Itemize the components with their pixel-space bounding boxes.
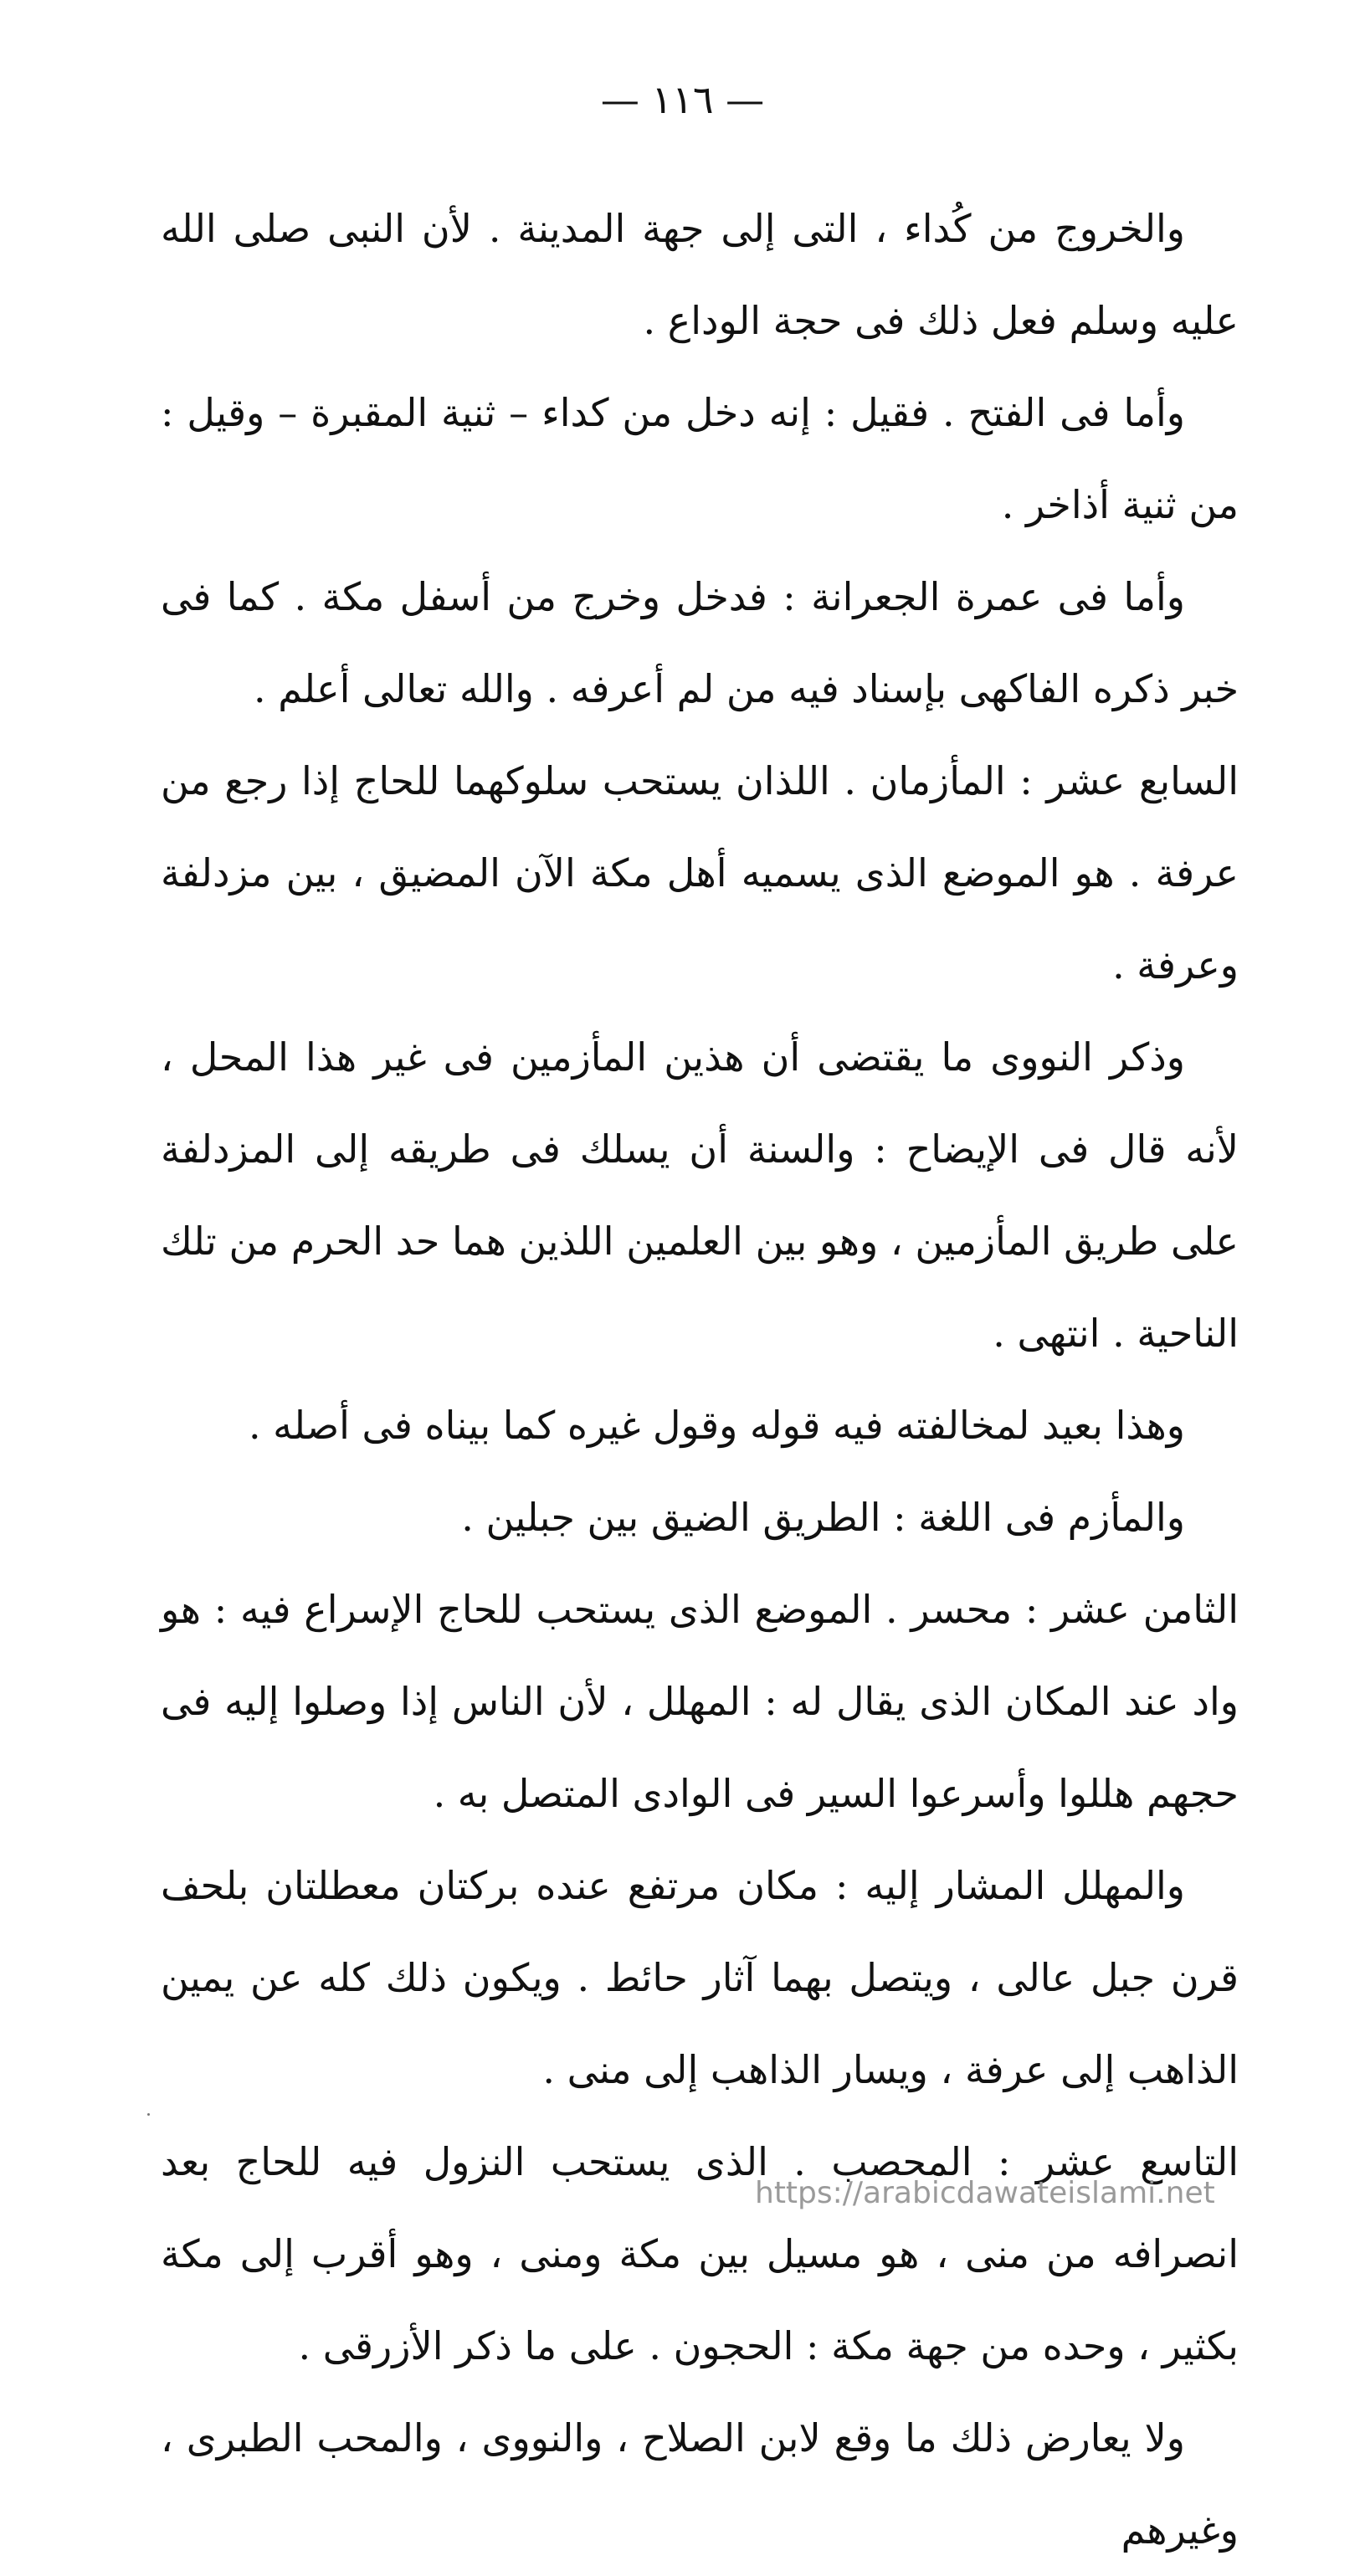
paragraph-eighteenth: الثامن عشر : محسر . الموضع الذى يستحب للحاج الإسراع فيه : هو واد عند المكان الذى يقال له : المهلل ، لأن الناس إذا وصلوا إليه فى حجهم هللوا وأسرعوا السير فى الوادى المتصل به . <box>161 1587 1239 1816</box>
paragraph-muhallil: والمهلل المشار إليه : مكان مرتفع عنده بركتان معطلتان بلحف قرن جبل عالى ، ويتصل بهما آثار حائط . ويكون ذلك كله عن يمين الذاهب إلى عرفة ، ويسار الذاهب إلى منى . <box>161 1863 1239 2092</box>
paragraph-contradiction: وهذا بعيد لمخالفته فيه قوله وقول غيره كما بيناه فى أصله . <box>248 1403 1185 1448</box>
paragraph-seventeenth: السابع عشر : المأزمان . اللذان يستحب سلوكهما للحاج إذا رجع من عرفة . هو الموضع الذى يسميه أهل مكة الآن المضيق ، بين مزدلفة وعرفة . <box>161 758 1239 988</box>
paragraph-nineteenth: التاسع عشر : المحصب . الذى يستحب النزول فيه للحاج بعد انصرافه من منى ، هو مسيل بين مكة ومنى ، وهو أقرب إلى مكة بكثير ، وحده من جهة مكة : الحجون . على ما ذكر الأزرقى . <box>161 2139 1239 2368</box>
body-text <box>161 182 1239 2576</box>
paragraph-jirana: وأما فى عمرة الجعرانة : فدخل وخرج من أسفل مكة . كما فى خبر ذكره الفاكهى بإسناد فيه من لم أعرفه . والله تعالى أعلم . <box>161 574 1239 711</box>
paragraph-final: ولا يعارض ذلك ما وقع لابن الصلاح ، والنووى ، والمحب الطبرى ، وغيرهم <box>161 2415 1239 2553</box>
page-number: — ١١٦ — <box>600 77 765 122</box>
paragraph-mazim-definition: والمأزم فى اللغة : الطريق الضيق بين جبلين . <box>461 1495 1185 1540</box>
watermark-url: https://arabicdawateislami.net <box>755 2176 1215 2210</box>
paragraph-fath: وأما فى الفتح . فقيل : إنه دخل من كداء – ثنية المقبرة – وقيل : من ثنية أذاخر . <box>161 390 1239 527</box>
scan-speck <box>147 2113 150 2116</box>
paragraph-nawawi: وذكر النووى ما يقتضى أن هذين المأزمين فى غير هذا المحل ، لأنه قال فى الإيضاح : والسنة أن يسلك فى طريقه إلى المزدلفة على طريق المأزمين ، وهو بين العلمين اللذين هما حد الحرم من تلك الناحية . انتهى . <box>161 1034 1239 1356</box>
paragraph-kuda-exit: والخروج من كُداء ، التى إلى جهة المدينة . لأن النبى صلى الله عليه وسلم فعل ذلك فى حجة الوداع . <box>161 206 1239 343</box>
